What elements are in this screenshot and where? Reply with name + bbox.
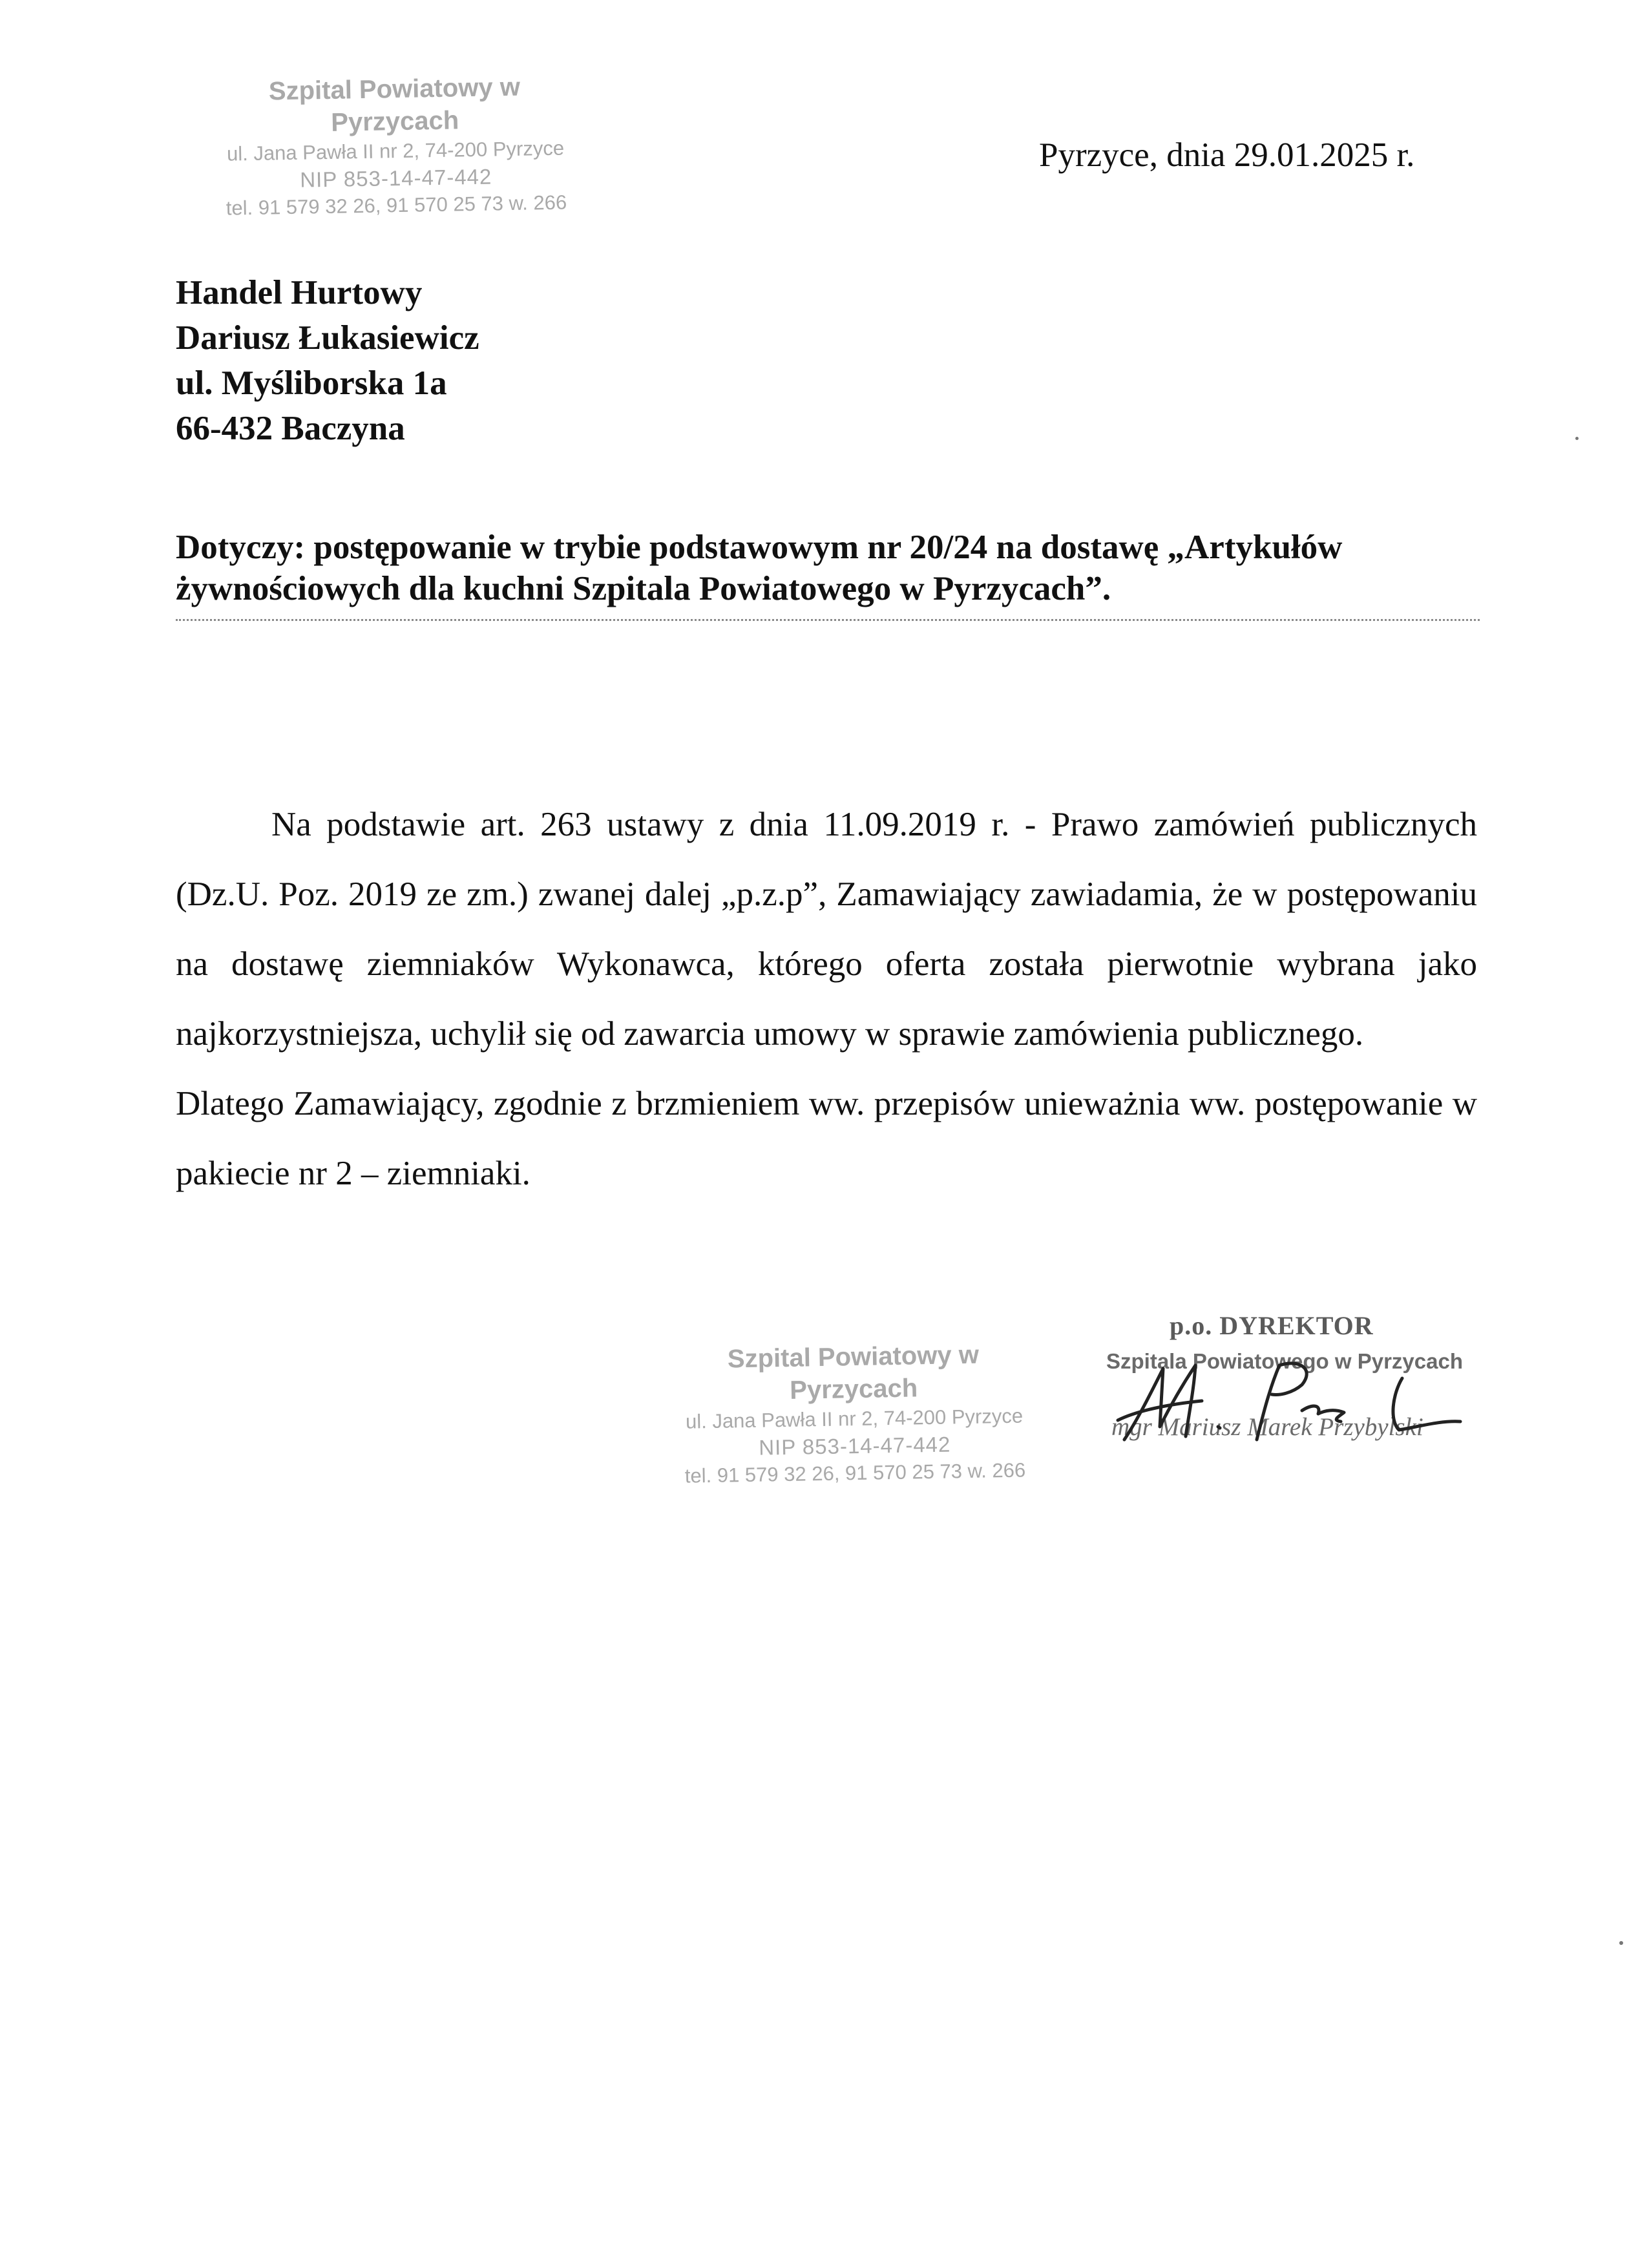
hospital-stamp-top <box>213 70 578 222</box>
recipient-city: 66-432 Baczyna <box>176 410 405 447</box>
stamp-phone: tel. 91 579 32 26, 91 570 25 73 w. 266 <box>226 191 567 220</box>
stamp-nip: NIP 853-14-47-442 <box>758 1432 951 1460</box>
scan-speck <box>1619 1941 1623 1945</box>
hospital-stamp-bottom <box>672 1338 1036 1490</box>
signatory-unit: Szpitala Powiatowego w Pyrzycach <box>1106 1349 1463 1373</box>
recipient-street: ul. Myśliborska 1a <box>176 364 447 402</box>
scan-speck <box>1575 437 1579 440</box>
handwritten-signature <box>1098 1349 1486 1459</box>
signatory-title: p.o. DYREKTOR <box>1170 1311 1374 1340</box>
stamp-nip: NIP 853-14-47-442 <box>299 164 492 192</box>
signatory-name: mgr Mariusz Marek Przybylski <box>1111 1413 1423 1441</box>
body-paragraph-1: Na podstawie art. 263 ustawy z dnia 11.09.2019 r. - Prawo zamówień publicznych (Dz.U. Poz. 2019 ze zm.) zwanej dalej „p.z.p”, Zamawiający zawiadamia, że w postępowaniu na dostawę ziemniaków Wykonawca, którego oferta została pierwotnie wybrana jako najkorzystniejsza, uchylił się od zawarcia umowy w sprawie zamówienia publicznego. <box>176 806 1477 1053</box>
letter-date: Pyrzyce, dnia 29.01.2025 r. <box>1039 136 1415 174</box>
stamp-address: ul. Jana Pawła II nr 2, 74-200 Pyrzyce <box>685 1404 1024 1433</box>
recipient-company: Handel Hurtowy <box>176 274 423 311</box>
subject-underline <box>176 619 1480 621</box>
stamp-phone: tel. 91 579 32 26, 91 570 25 73 w. 266 <box>684 1458 1026 1487</box>
recipient-address <box>176 270 479 451</box>
body-paragraph-2: Dlatego Zamawiający, zgodnie z brzmieniem ww. przepisów unieważnia ww. postępowanie w pakiecie nr 2 – ziemniaki. <box>176 1085 1477 1192</box>
stamp-hospital-name: Szpital Powiatowy w Pyrzycach <box>727 1340 980 1405</box>
letter-body <box>176 790 1477 1208</box>
letter-subject: Dotyczy: postępowanie w trybie podstawowym nr 20/24 na dostawę „Artykułów żywnościowych dla kuchni Szpitala Powiatowego w Pyrzycach”. <box>176 529 1343 607</box>
stamp-hospital-name: Szpital Powiatowy w Pyrzycach <box>268 72 521 137</box>
stamp-address: ul. Jana Pawła II nr 2, 74-200 Pyrzyce <box>226 136 565 165</box>
recipient-person: Dariusz Łukasiewicz <box>176 319 479 357</box>
